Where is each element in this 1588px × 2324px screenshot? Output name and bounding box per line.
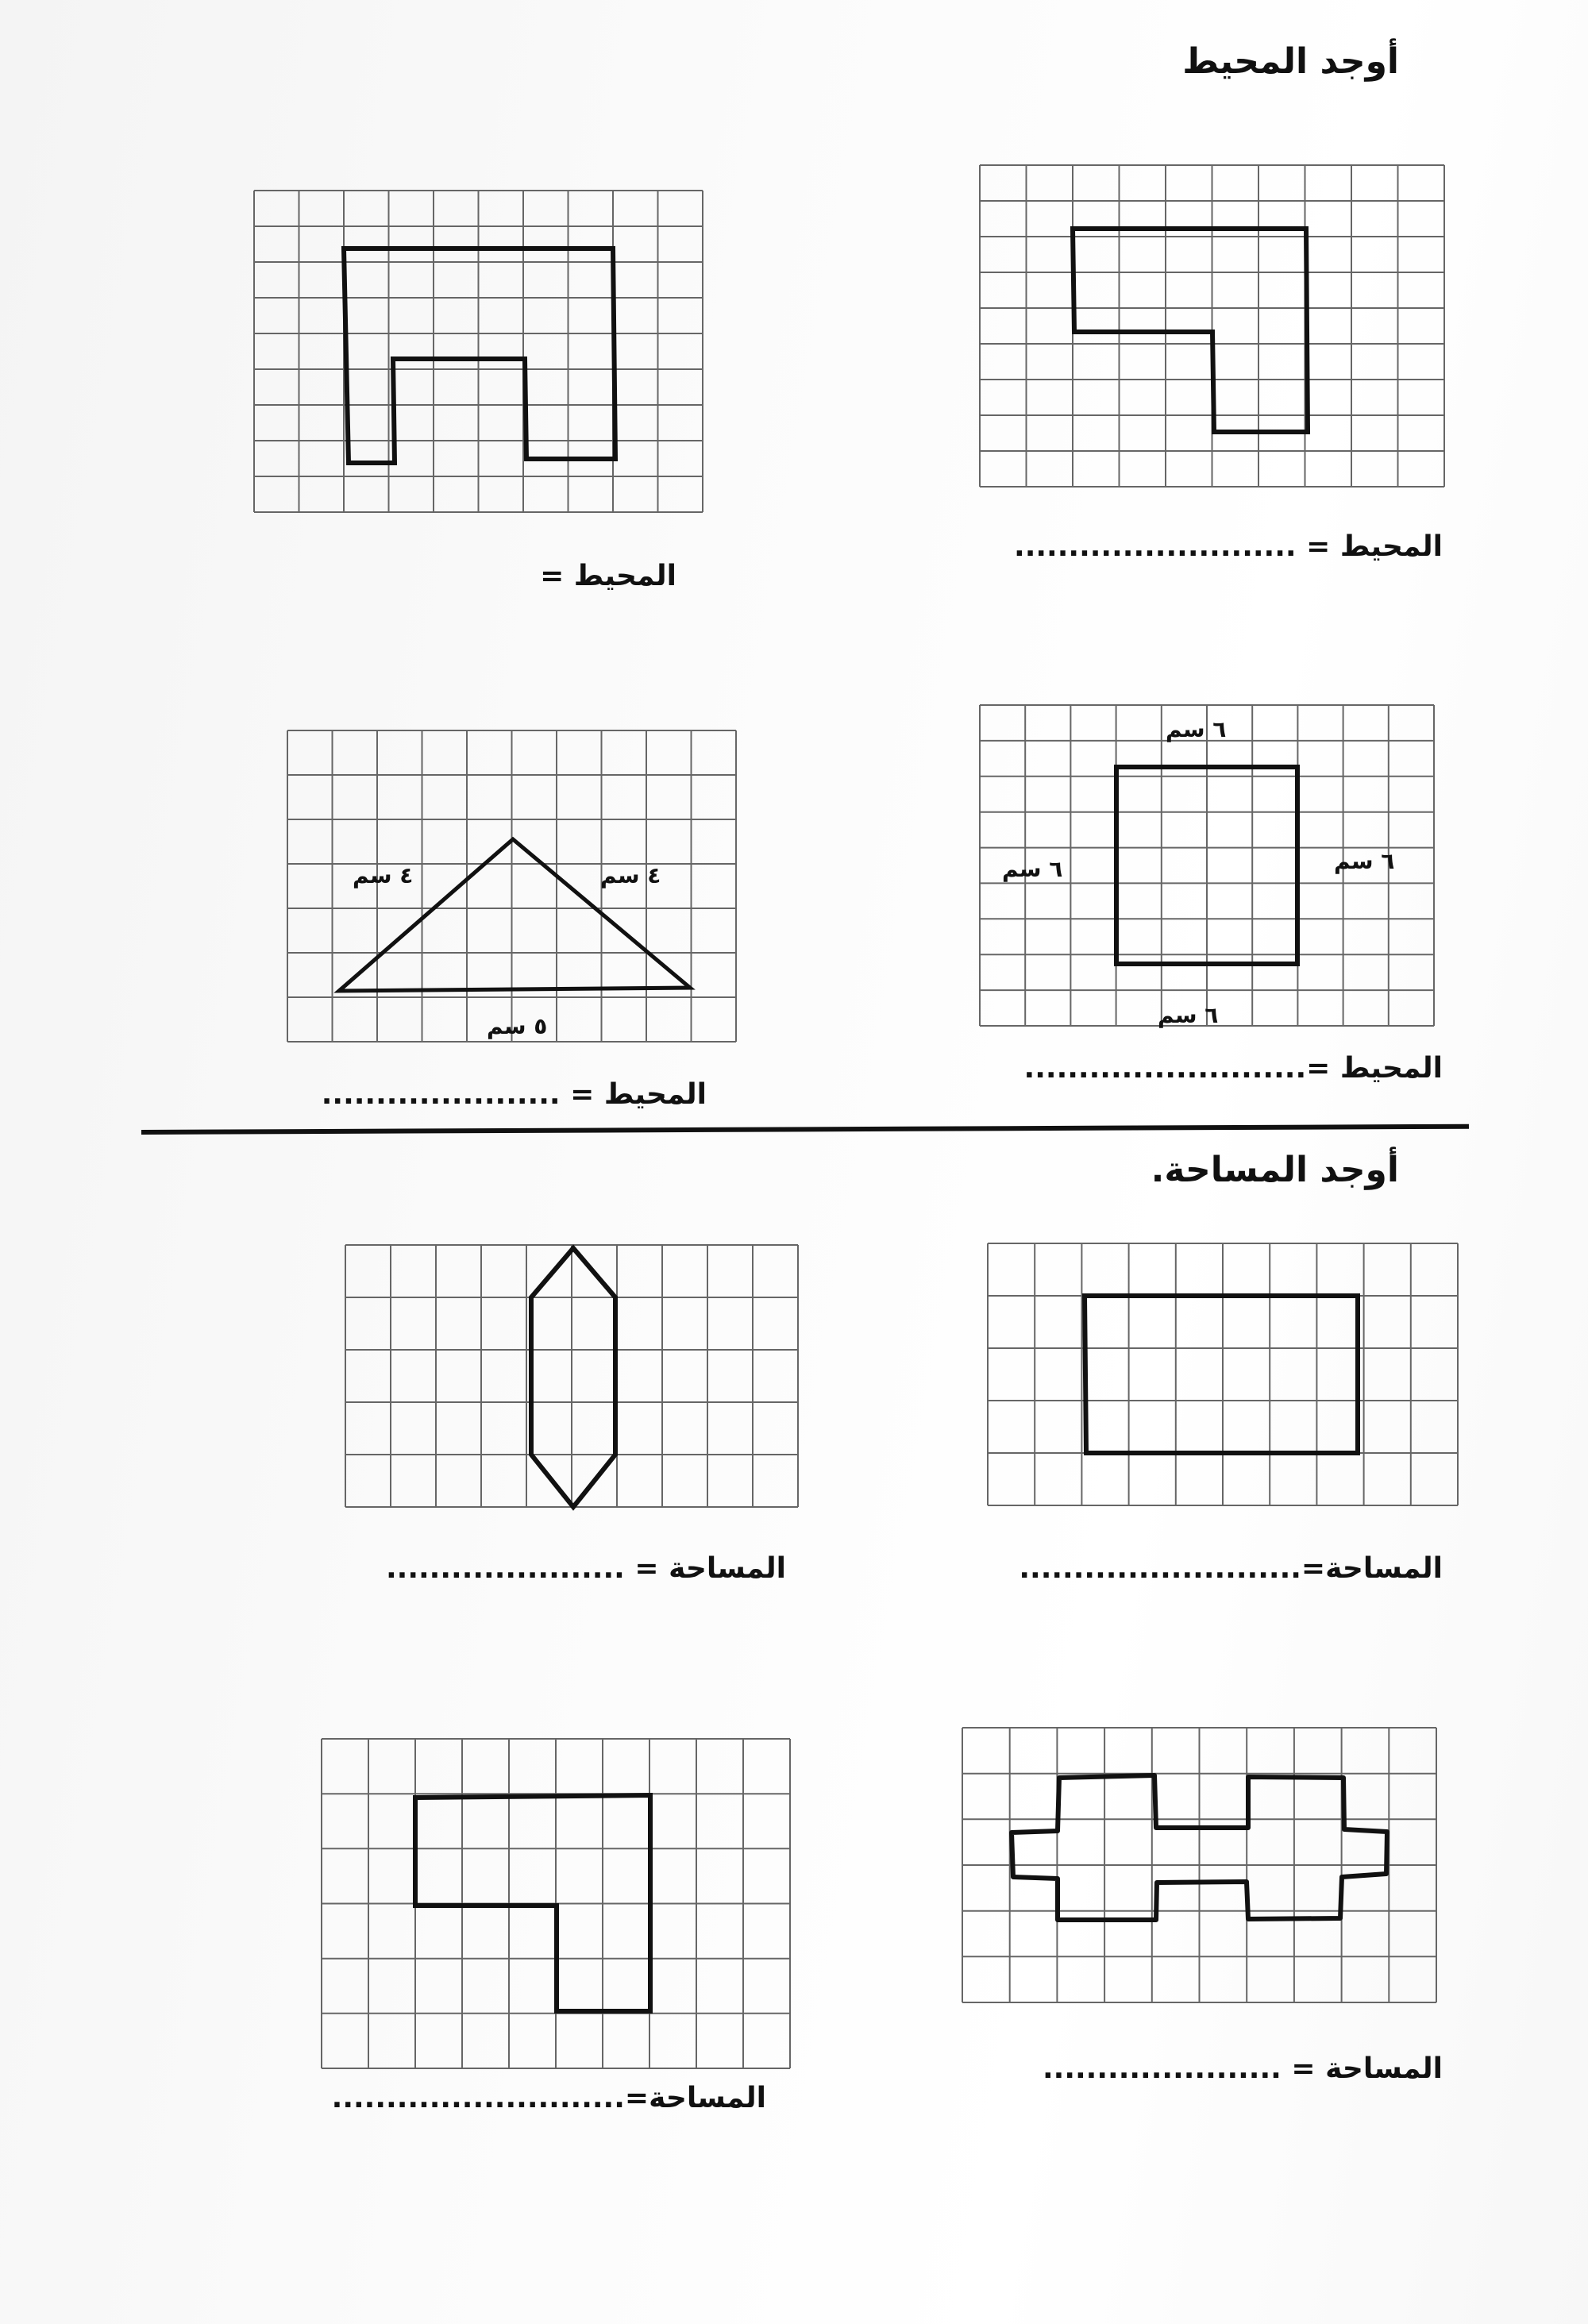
triangle-dim-base: ٥ سم [487, 1013, 548, 1039]
perimeter-section-title: أوجد المحيط [1182, 41, 1399, 82]
grid-l-shape-area [322, 1739, 790, 2068]
area-label-d: المساحة=........................... [331, 2082, 766, 2114]
triangle-dim-left: ٤ سم [353, 862, 414, 888]
l-shape-figure [980, 165, 1444, 487]
perimeter-label-b: المحيط = [540, 560, 676, 592]
grid-cross-shape [962, 1728, 1436, 2002]
area-label-a: المساحة=.......................... [1019, 1552, 1443, 1585]
square-dim-bottom: ٦ سم [1158, 1002, 1219, 1028]
u-shape-figure [254, 191, 703, 512]
cross-shape-figure [962, 1728, 1436, 2002]
square-dim-top: ٦ سم [1166, 716, 1227, 742]
perimeter-label-c: المحيط =.......................... [1023, 1052, 1443, 1085]
square-dim-left: ٦ سم [1002, 856, 1063, 882]
grid-l-shape [980, 165, 1444, 487]
area-label-b: المساحة = ...................... [385, 1552, 786, 1585]
section-divider [141, 1124, 1469, 1135]
square-dim-right: ٦ سم [1334, 848, 1395, 874]
grid-hexagon [345, 1245, 798, 1507]
perimeter-label-a: المحيط = .......................... [1014, 530, 1443, 563]
l-shape-area-figure [322, 1739, 790, 2068]
rectangle-figure [988, 1243, 1458, 1505]
hexagon-figure [345, 1245, 798, 1507]
area-label-c: المساحة = ...................... [1042, 2052, 1443, 2085]
triangle-dim-right: ٤ سم [600, 862, 661, 888]
grid-u-shape [254, 191, 703, 512]
grid-rectangle [988, 1243, 1458, 1505]
area-section-title: أوجد المساحة. [1151, 1150, 1399, 1190]
perimeter-label-d: المحيط = ...................... [321, 1078, 707, 1111]
